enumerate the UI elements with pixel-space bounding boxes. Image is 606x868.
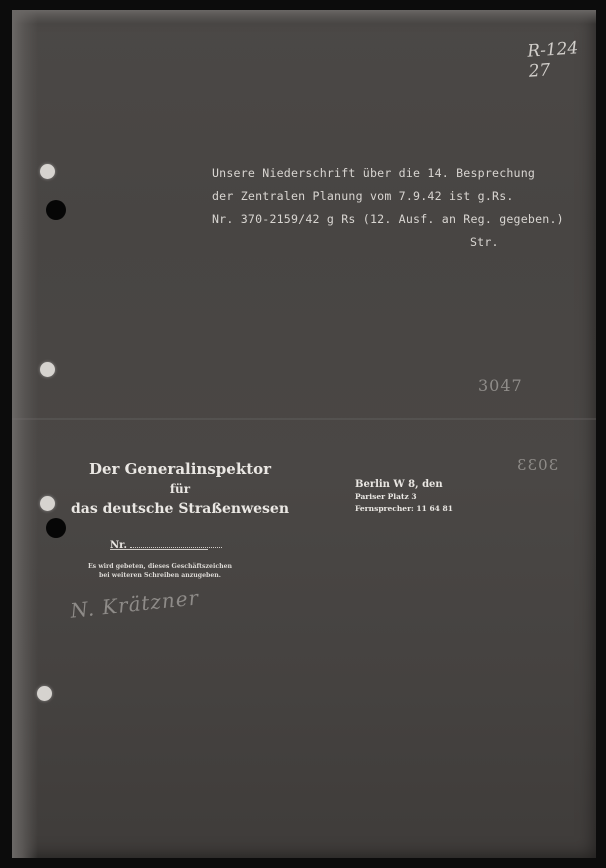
typed-initials: Str. [470,235,499,249]
handwritten-number: 3047 [478,376,523,395]
typed-line-3: Nr. 370-2159/42 g Rs (12. Ausf. an Reg. gegeben.) [212,212,564,226]
punch-hole [40,362,55,377]
archive-annotation [527,38,581,81]
address-street: Pariser Platz 3 [355,492,417,501]
nr-underline [110,549,208,550]
sheet-left-edge [12,10,38,858]
typed-line-2: der Zentralen Planung vom 7.9.42 ist g.Rs. [212,189,514,203]
sender-address [355,478,453,515]
letterhead-title: Der Generalinspektor [88,460,272,478]
punch-hole [40,164,55,179]
note-line-1: Es wird gebeten, dieses Geschäftszeichen [87,563,233,570]
letterhead [60,458,300,520]
address-city: Berlin W 8, den [355,479,443,490]
handwritten-signature: N. Krätzner [69,585,201,623]
letterhead-subtitle: das deutsche Straßenwesen [71,501,289,517]
reference-note [80,562,240,580]
punch-hole [40,496,55,511]
page-number: 27 [528,60,552,82]
archive-ref: R-124 [526,38,579,62]
document-sheet [12,10,596,858]
nr-dotted-rule [130,547,222,548]
typed-line-1: Unsere Niederschrift über die 14. Besprechung [212,166,536,180]
nr-label: Nr. [110,540,127,551]
punch-hole [37,686,52,701]
typed-note [212,162,564,254]
punch-hole-dark [46,518,66,538]
punch-hole-dark [46,200,66,220]
letterhead-fuer: für [169,482,191,496]
show-through-number: 3033 [516,456,559,474]
address-phone: Fernsprecher: 11 64 81 [355,504,453,513]
sheet-top-edge [12,10,596,24]
note-line-2: bei weiteren Schreiben anzugeben. [99,572,221,579]
fold-crease [12,418,596,420]
